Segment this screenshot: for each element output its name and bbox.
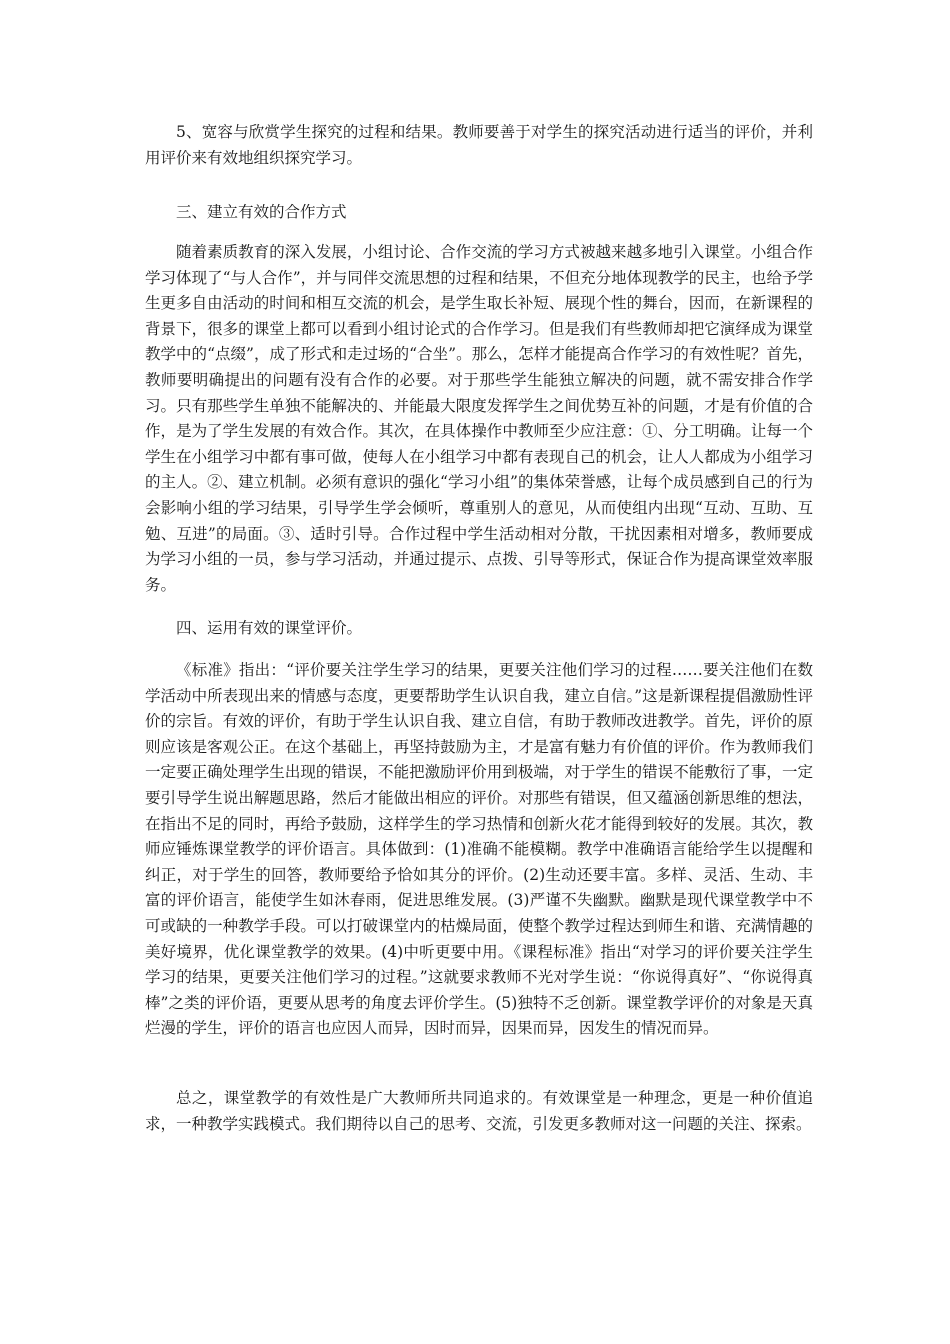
paragraph-evaluation: 《标准》指出：“评价要关注学生学习的结果，更要关注他们学习的过程……要关注他们在数学活动中所表现出来的情感与态度，更要帮助学生认识自我，建立自信。”这是新课程提倡激励性评价的宗旨。有效的评价，有助于学生认识自我、建立自信，有助于教师改进教学。首先，评价的原则应该是客观公正。在这个基础上，再坚持鼓励为主，才是富有魅力有价值的评价。作为教师我们一定要正确处理学生出现的错误，不能把激励评价用到极端，对于学生的错误不能敷衍了事，一定要引导学生说出解题思路，然后才能做出相应的评价。对那些有错误，但又蕴涵创新思维的想法，在指出不足的同时，再给予鼓励，这样学生的学习热情和创新火花才能得到较好的发展。其次，教师应锤炼课堂教学的评价语言。具体做到：(1)准确不能模糊。教学中准确语言能给学生以提醒和纠正，对于学生的回答，教师要给予恰如其分的评价。(2)生动还要丰富。多样、灵活、生动、丰富的评价语言，能使学生如沐春雨，促进思维发展。(3)严谨不失幽默。幽默是现代课堂教学中不可或缺的一种教学手段。可以打破课堂内的枯燥局面，使整个教学过程达到师生和谐、充满情趣的美好境界，优化课堂教学的效果。(4)中听更要中用。《课程标准》指出“对学习的评价要关注学生学习的结果，更要关注他们学习的过程。”这就要求教师不光对学生说：“你说得真好”、“你说得真棒”之类的评价语，更要从思考的角度去评价学生。(5)独特不乏创新。课堂教学评价的对象是天真烂漫的学生，评价的语言也应因人而异，因时而异，因果而异，因发生的情况而异。	[145, 661, 813, 1038]
section-heading-evaluation: 四、运用有效的课堂评价。	[176, 619, 363, 637]
paragraph-tolerance: 5、宽容与欣赏学生探究的过程和结果。教师要善于对学生的探究活动进行适当的评价，并利用评价来有效地组织探究学习。	[145, 123, 813, 167]
paragraph-conclusion: 总之，课堂教学的有效性是广大教师所共同追求的。有效课堂是一种理念，更是一种价值追求，一种教学实践模式。我们期待以自己的思考、交流，引发更多教师对这一问题的关注、探索。	[145, 1089, 813, 1133]
paragraph-cooperation: 随着素质教育的深入发展，小组讨论、合作交流的学习方式被越来越多地引入课堂。小组合作学习体现了“与人合作”，并与同伴交流思想的过程和结果，不但充分地体现教学的民主，也给予学生更多自由活动的时间和相互交流的机会，是学生取长补短、展现个性的舞台，因而，在新课程的背景下，很多的课堂上都可以看到小组讨论式的合作学习。但是我们有些教师却把它演绎成为课堂教学中的“点缀”，成了形式和走过场的“合坐”。那么，怎样才能提高合作学习的有效性呢？首先，教师要明确提出的问题有没有合作的必要。对于那些学生能独立解决的问题，就不需安排合作学习。只有那些学生单独不能解决的、并能最大限度发挥学生之间优势互补的问题，才是有价值的合作，是为了学生发展的有效合作。其次，在具体操作中教师至少应注意：①、分工明确。让每一个学生在小组学习中都有事可做，使每人在小组学习中都有表现自己的机会，让人人都成为小组学习的主人。②、建立机制。必须有意识的强化“学习小组”的集体荣誉感，让每个成员感到自己的行为会影响小组的学习结果，引导学生学会倾听，尊重别人的意见，从而使组内出现“互动、互助、互勉、互进”的局面。③、适时引导。合作过程中学生活动相对分散，干扰因素相对增多，教师要成为学习小组的一员，参与学习活动，并通过提示、点拨、引导等形式，保证合作为提高课堂效率服务。	[145, 243, 813, 594]
section-heading-cooperation: 三、建立有效的合作方式	[176, 203, 347, 221]
